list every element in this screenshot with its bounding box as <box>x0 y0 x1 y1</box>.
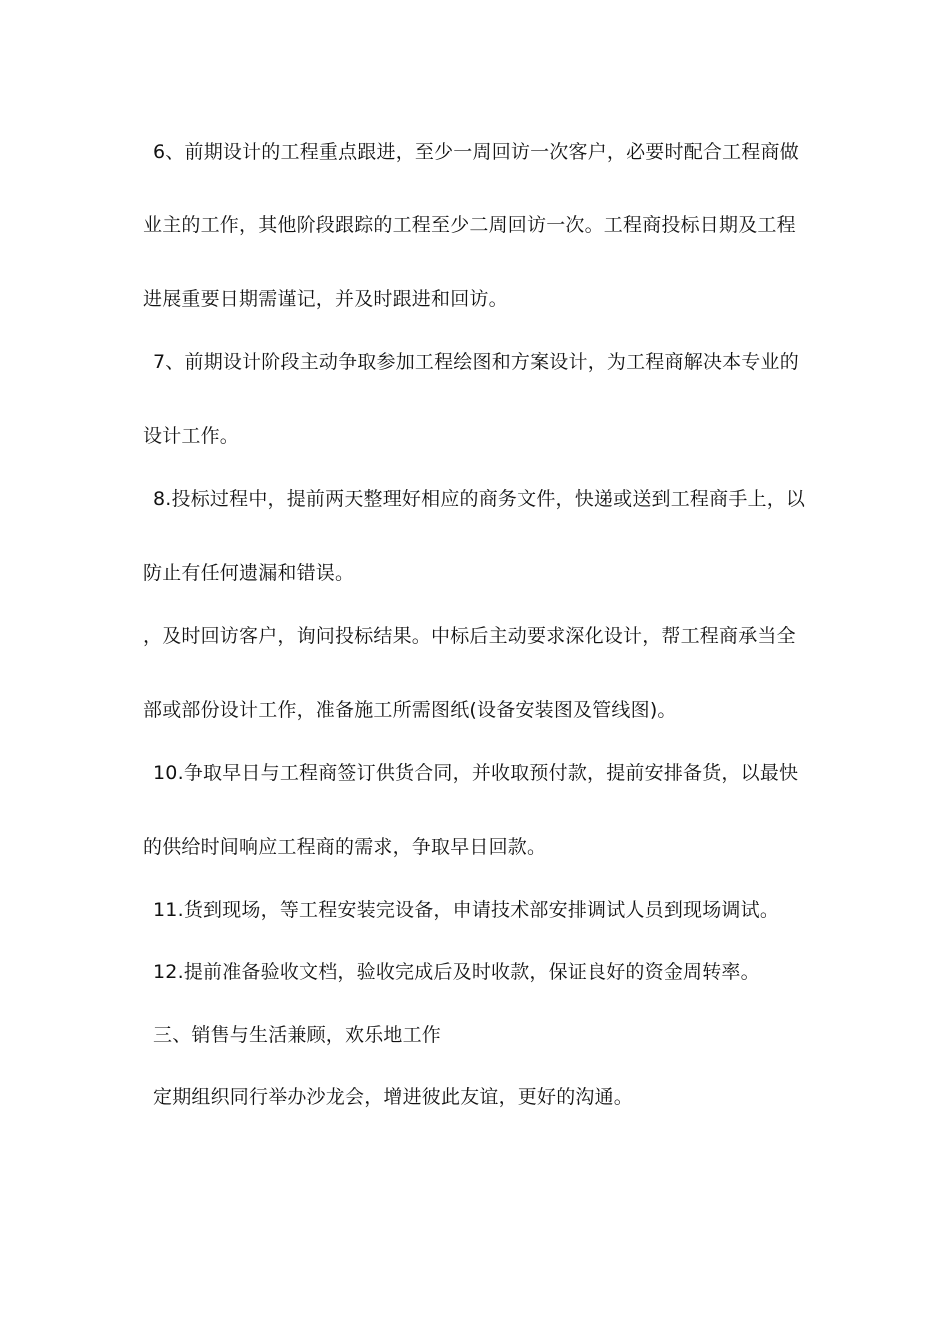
item-8-line-1: 8.投标过程中，提前两天整理好相应的商务文件，快递或送到工程商手上，以 <box>153 488 806 510</box>
item-7-line-2: 设计工作。 <box>143 425 240 447</box>
item-8-line-2: 防止有任何遗漏和错误。 <box>143 562 355 584</box>
item-6-line-1: 6、前期设计的工程重点跟进，至少一周回访一次客户，必要时配合工程商做 <box>153 141 799 163</box>
item-6-line-3: 进展重要日期需谨记，并及时跟进和回访。 <box>143 288 508 310</box>
item-6-line-2: 业主的工作，其他阶段跟踪的工程至少二周回访一次。工程商投标日期及工程 <box>143 214 796 236</box>
item-12-line-1: 12.提前准备验收文档，验收完成后及时收款，保证良好的资金周转率。 <box>153 961 760 983</box>
item-11-line-1: 11.货到现场，等工程安装完设备，申请技术部安排调试人员到现场调试。 <box>153 899 780 921</box>
item-10-line-2: 的供给时间响应工程商的需求，争取早日回款。 <box>143 836 547 858</box>
item-10-line-1: 10.争取早日与工程商签订供货合同，并收取预付款，提前安排备货，以最快 <box>153 762 799 784</box>
section-heading: 三、销售与生活兼顾，欢乐地工作 <box>153 1024 442 1046</box>
item-7-line-1: 7、前期设计阶段主动争取参加工程绘图和方案设计，为工程商解决本专业的 <box>153 351 799 373</box>
item-9-line-2: 部或部份设计工作，准备施工所需图纸(设备安装图及管线图)。 <box>143 699 677 721</box>
closing-paragraph: 定期组织同行举办沙龙会，增进彼此友谊，更好的沟通。 <box>153 1086 634 1108</box>
item-9-line-1: ，及时回访客户，询问投标结果。中标后主动要求深化设计，帮工程商承当全 <box>143 625 796 647</box>
